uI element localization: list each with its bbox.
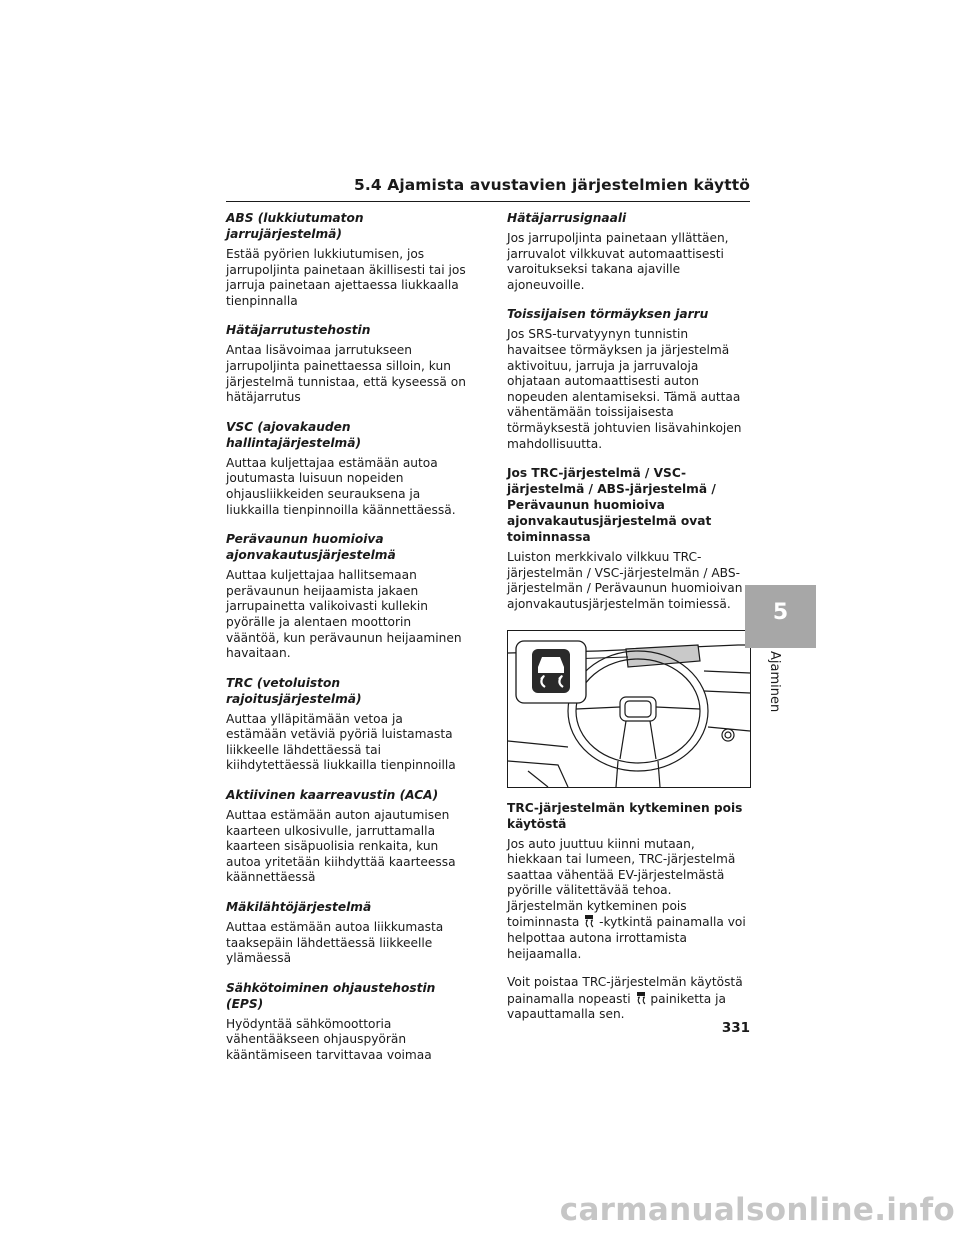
right-column [507,210,747,1036]
dashboard-illustration [507,630,751,788]
left-column [226,210,466,1077]
body-secondary-collision: Jos SRS-turvatyynyn tunnistin havaitsee törmäyksen ja järjestelmä aktivoituu, jarruja ja jarruvaloja ohjataan automaattisesti auton nopeuden alentamiseksi. Tämä auttaa vähentämään toissijaisesta törmäyksestä johtuvien lisävahinkojen mahdollisuutta. [507,327,742,451]
body-brake-assist: Antaa lisävoimaa jarrutukseen jarrupoljinta painettaessa silloin, kun järjestelmä tunnistaa, että kyseessä on hätäjarrutus [226,343,466,405]
heading-trailer-sway: Perävaunun huomioiva ajonvakautusjärjestelmä [226,532,396,563]
body-trc-off-2 [507,975,747,1023]
body-systems-operating: Luiston merkkivalo vilkkuu TRC-järjestelmän / VSC-järjestelmän / ABS-järjestelmän / Perävaunun huomioivan ajonvakautusjärjestelmän toimiessä. [507,550,743,611]
steering-wheel-dash-illustration [508,631,750,787]
section-header: 5.4 Ajamista avustavien järjestelmien käyttö [353,176,750,194]
heading-secondary-collision: Toissijaisen törmäyksen jarru [507,307,709,322]
trc-off-icon [635,991,647,1006]
watermark: carmanualsonline.info [559,1192,955,1228]
body-eps: Hyödyntää sähkömoottoria vähentääkseen ohjauspyörän kääntämiseen tarvittavaa voimaa [226,1016,432,1062]
body-aca: Auttaa estämään auton ajautumisen kaarteen ulkosivulle, jarruttamalla kaarteen sisäpuolisia renkaita, kun autoa yritetään kiihdyttää kaarteessa käännettäessä [226,808,456,885]
heading-systems-operating: Jos TRC-järjestelmä / VSC-järjestelmä / ABS-järjestelmä / Perävaunun huomioiva ajonvakautusjärjestelmä ovat toiminnassa [507,466,716,545]
heading-brake-assist: Hätäjarrutustehostin [226,323,371,338]
trc-off-text-1b: -kytkintä painamalla voi helpottaa autona irrottamista heijaamalla. [507,915,746,961]
chapter-label: Ajaminen [767,651,782,713]
page-number: 331 [721,1020,750,1036]
body-abs: Estää pyörien lukkiutumisen, jos jarrupoljinta painetaan äkillisesti tai jos jarruja painetaan ajettaessa liukkaalla tienpinnalla [226,247,466,308]
heading-trc-off: TRC-järjestelmän kytkeminen pois käytöstä [507,800,743,831]
heading-emergency-signal: Hätäjarrusignaali [507,211,627,225]
heading-abs: ABS (lukkiutumaton jarrujärjestelmä) [226,211,364,241]
trc-off-text-1a: Jos auto juuttuu kiinni mutaan, hiekkaan tai lumeen, TRC-järjestelmä saattaa vähentää EV-järjestelmästä pyörille välitettävää tehoa. Järjestelmän kytkeminen pois toiminnasta [507,836,736,930]
chapter-number: 5 [772,600,789,625]
trc-off-text-2a: Voit poistaa TRC-järjestelmän käytöstä painamalla nopeasti [507,975,743,1006]
header-rule [226,201,750,202]
body-trc-off-1 [507,837,747,963]
heading-eps: Sähkötoiminen ohjaustehostin (EPS) [226,980,436,1011]
body-hill-start: Auttaa estämään autoa liikkumasta taaksepäin lähdettäessä liikkeelle ylämäessä [226,920,444,966]
body-emergency-signal: Jos jarrupoljinta painetaan yllättäen, jarruvalot vilkkuvat automaattisesti varoitukseksi takana ajaville ajoneuvoille. [507,231,729,292]
body-vsc: Auttaa kuljettajaa estämään autoa joutumasta luisuun nopeiden ohjausliikkeiden seurauksena ja liukkailla tienpinnoilla käännettäessä. [226,455,456,517]
heading-vsc: VSC (ajovakauden hallintajärjestelmä) [226,419,362,450]
car-skid-icon [532,649,570,693]
trc-off-icon [583,914,595,929]
body-trailer-sway: Auttaa kuljettajaa hallitsemaan perävaunun heijaamista jakaen jarrupainetta valikoivasti kullekin pyörälle ja alentaen moottorin vääntöä, kun perävaunun heijaaminen havaitaan. [226,568,462,661]
body-trc: Auttaa ylläpitämään vetoa ja estämään vetäviä pyöriä luistamasta liikkeelle lähdettäessä tai kiihdytettäessä liukkailla tienpinnoilla [226,711,456,773]
heading-aca: Aktiivinen kaarreavustin (ACA) [226,788,439,803]
heading-hill-start: Mäkilähtöjärjestelmä [226,900,372,915]
trc-off-text-2b: painiketta ja vapauttamalla sen. [507,991,726,1022]
heading-trc: TRC (vetoluiston rajoitusjärjestelmä) [226,675,362,706]
